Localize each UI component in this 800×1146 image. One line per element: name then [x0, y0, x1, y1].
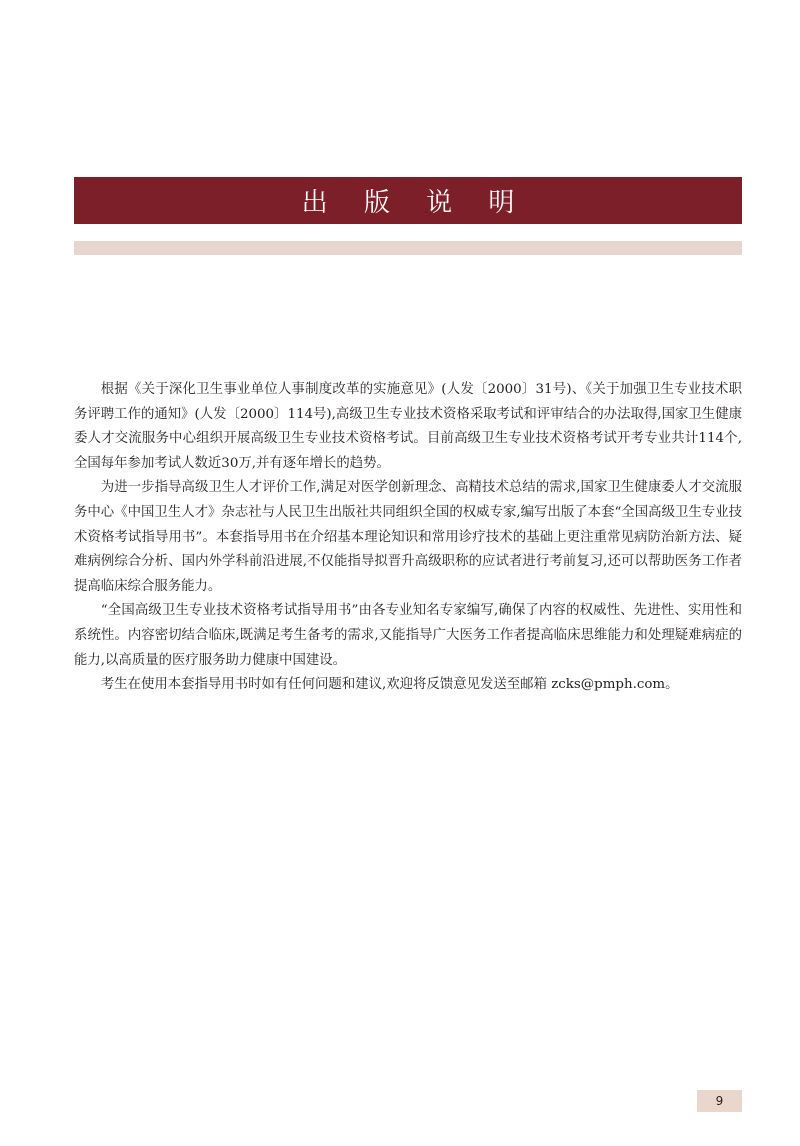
page-number-label: 9: [715, 1094, 724, 1108]
paragraph-2: 为进一步指导高级卫生人才评价工作,满足对医学创新理念、高精技术总结的需求,国家卫生健康委人才交流服务中心《中国卫生人才》杂志社与人民卫生出版社共同组织全国的权威专家,编写出版了本套“全国高级卫生专业技术资格考试指导用书”。本套指导用书在介绍基本理论知识和常用诊疗技术的基础上更注重常见病防治新方法、疑难病例综合分析、国内外学科前沿进展,不仅能指导拟晋升高级职称的应试者进行考前复习,还可以帮助医务工作者提高临床综合服务能力。: [74, 480, 742, 594]
paragraph-4: 考生在使用本套指导用书时如有任何问题和建议,欢迎将反馈意见发送至邮箱 zcks@pmph.com。: [100, 677, 679, 693]
paragraph-3: “全国高级卫生专业技术资格考试指导用书”由各专业知名专家编写,确保了内容的权威性、先进性、实用性和系统性。内容密切结合临床,既满足考生备考的需求,又能指导广大医务工作者提高临床思维能力和处理疑难病症的能力,以高质量的医疗服务助力健康中国建设。: [74, 603, 742, 668]
body-text: [74, 378, 742, 698]
page-number: [697, 1090, 742, 1112]
title-banner: [74, 177, 742, 224]
paragraph-1: 根据《关于深化卫生事业单位人事制度改革的实施意见》(人发〔2000〕31号)、《关于加强卫生专业技术职务评聘工作的通知》(人发〔2000〕114号),高级卫生专业技术资格采取考试和评审结合的办法取得,国家卫生健康委人才交流服务中心组织开展高级卫生专业技术资格考试。目前高级卫生专业技术资格考试开考专业共计114个,全国每年参加考试人数近30万,并有逐年增长的趋势。: [74, 382, 742, 471]
decorative-band: [74, 241, 742, 255]
page-title: 出 版 说 明: [301, 188, 529, 218]
